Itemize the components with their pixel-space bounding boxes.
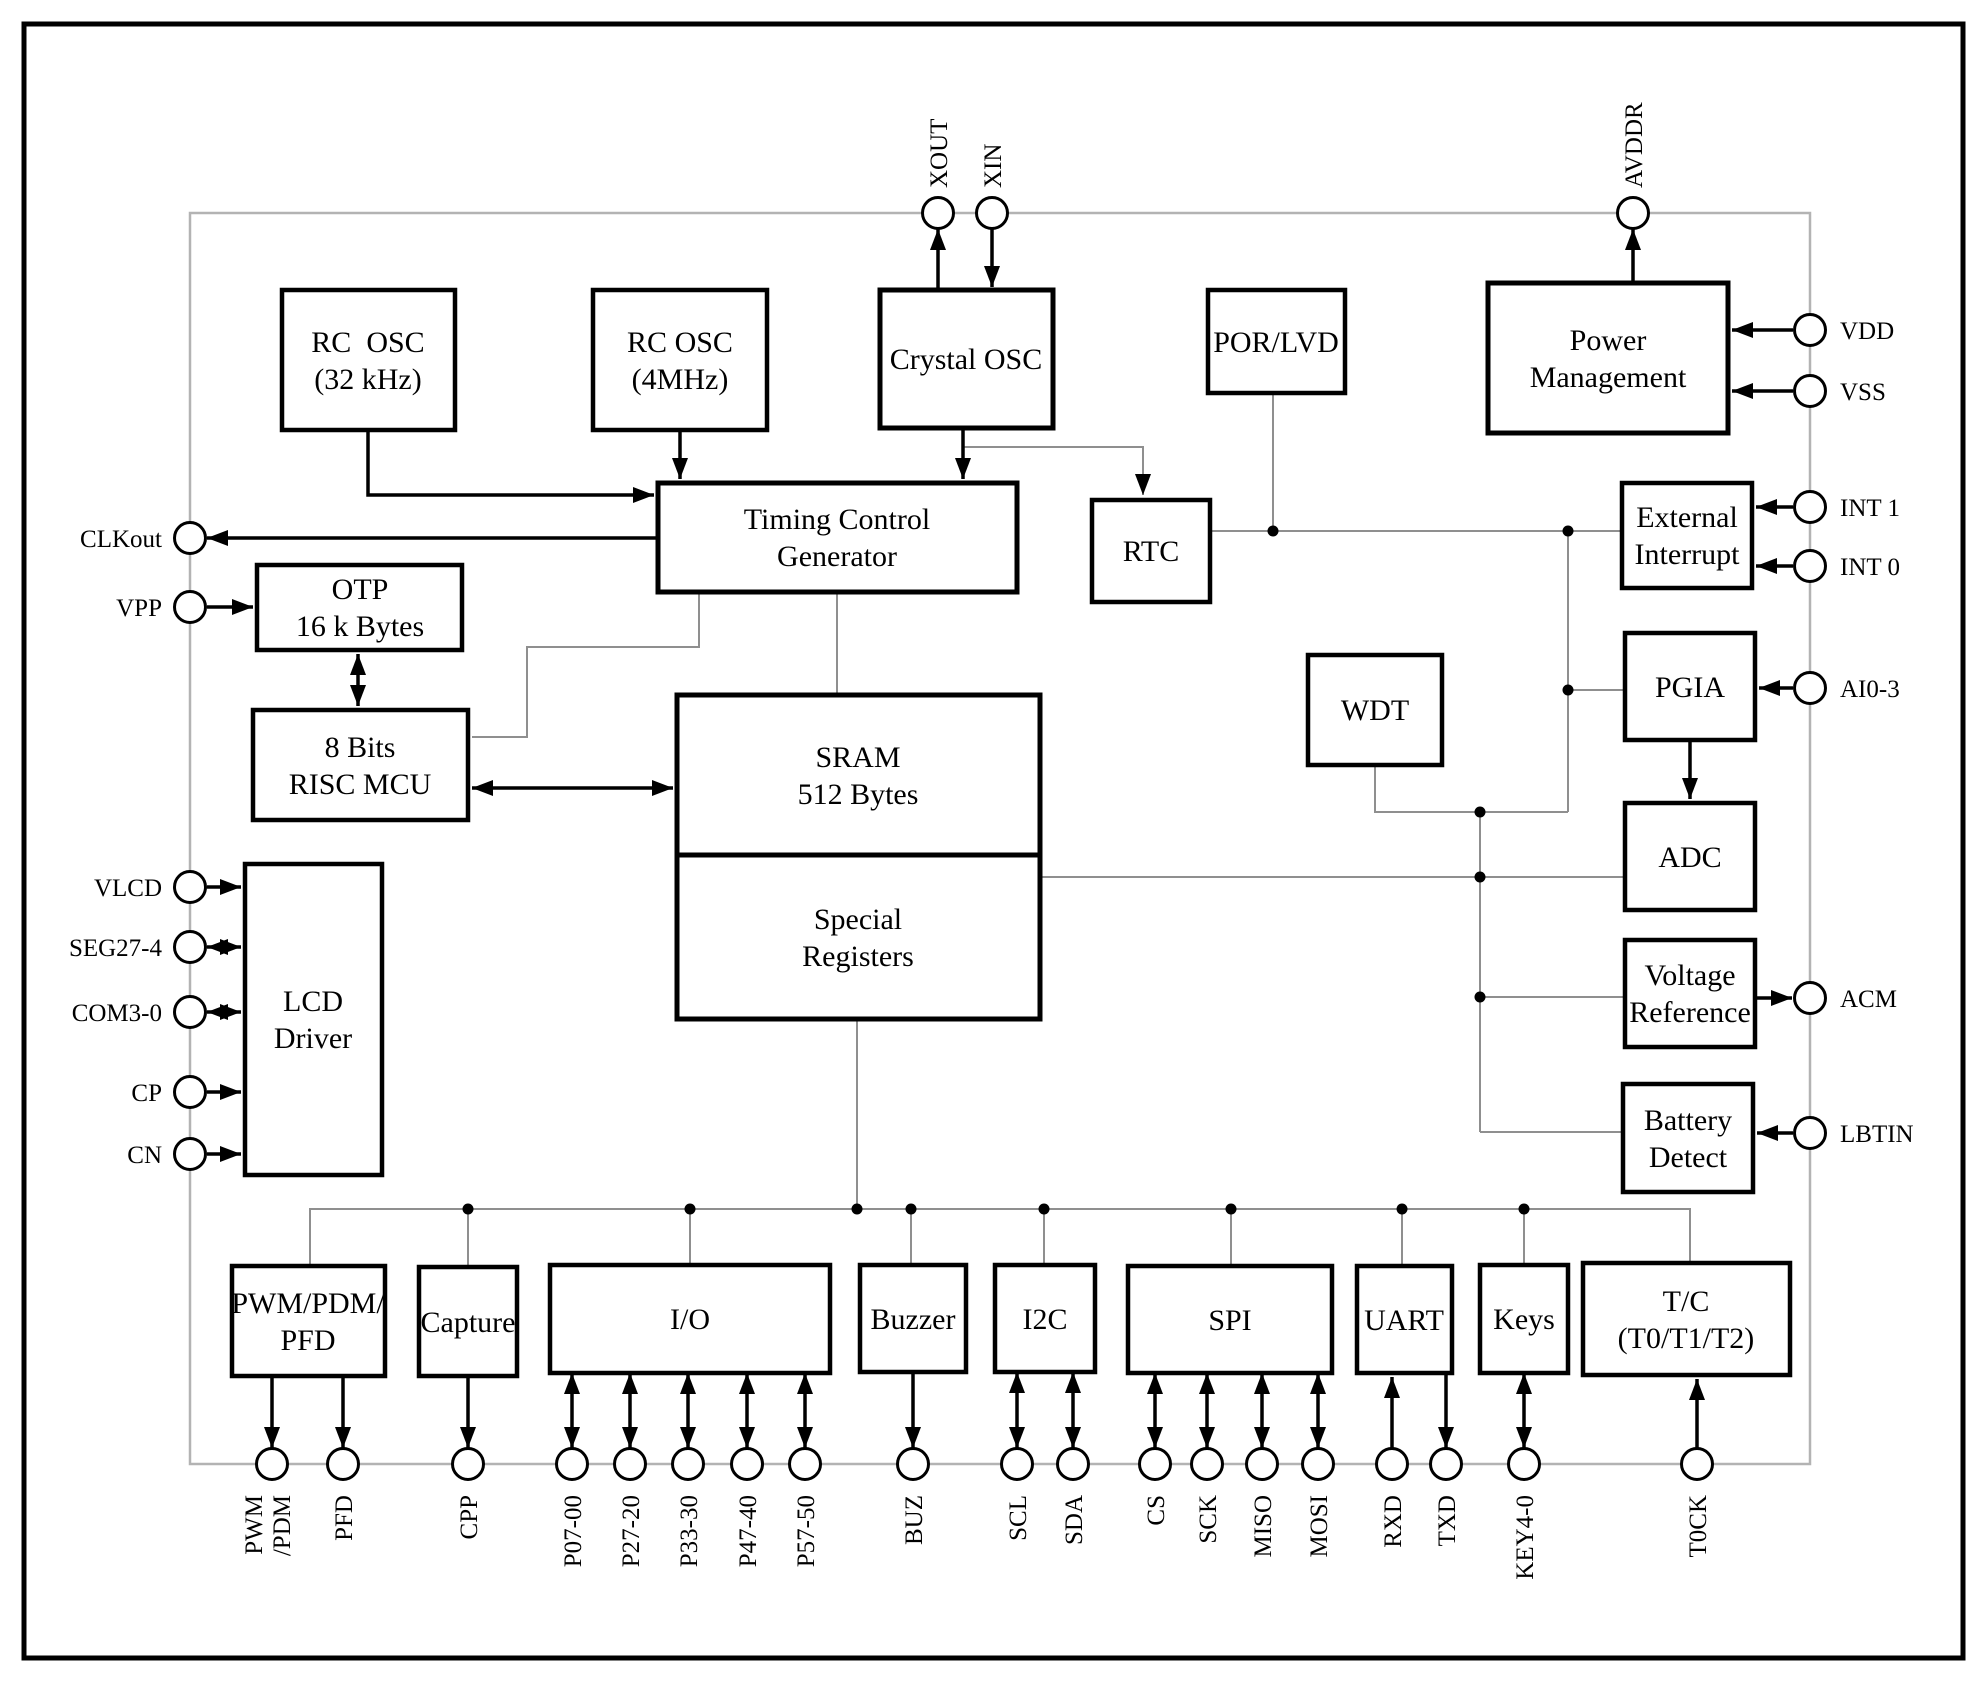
block-voltage-reference-label: Voltage [1644,959,1736,992]
block-battery-detect-label2: Detect [1648,1141,1728,1174]
pin-int1 [1795,492,1826,523]
pin-txd-label: TXD [1434,1495,1461,1547]
block-special-registers-label2: Registers [802,940,914,973]
block-power-management-label: Power [1569,324,1647,357]
pin-p07-00 [557,1449,588,1480]
pin-vss [1795,376,1826,407]
block-capture-label: Capture [420,1306,516,1339]
block-pwm-pdm-pfd [232,1266,385,1376]
pin-vpp [175,592,206,623]
block-otp-label: OTP [331,573,389,606]
pin-pfd [328,1449,359,1480]
junction-dot [906,1204,917,1215]
block-lcd-driver-label2: Driver [273,1022,353,1055]
junction-dot [1397,1204,1408,1215]
route-tcg-mcu [472,592,699,737]
pin-p57-50 [790,1449,821,1480]
pin-avddr-label: AVDDR [1621,102,1648,188]
junction-dot [463,1204,474,1215]
pin-sck [1192,1449,1223,1480]
block-otp-label2: 16 k Bytes [295,610,425,643]
pin-acm [1795,983,1826,1014]
block-i2c-label: I2C [1022,1303,1068,1336]
junction-dot [1475,872,1486,883]
block-risc-mcu-label: 8 Bits [324,731,396,764]
pin-int0-label: INT 0 [1840,554,1900,581]
pin-seg27-4 [175,932,206,963]
block-adc-label: ADC [1658,841,1722,874]
block-rc-osc-4m [593,290,767,430]
pin-cs-label: CS [1143,1495,1170,1526]
block-tc-timers-label: T/C [1662,1285,1710,1318]
pin-xout [923,198,954,229]
block-lcd-driver-label: LCD [283,985,343,1018]
pin-pdm-label: /PDM [269,1495,296,1557]
block-battery-detect-label: Battery [1643,1104,1733,1137]
junction-dot [1519,1204,1530,1215]
junction-dot [1563,526,1574,537]
block-rc-osc-32k [282,290,455,430]
block-io-label: I/O [670,1303,710,1336]
pin-cpp [453,1449,484,1480]
route-wdt [1375,765,1568,812]
pin-p47-40 [732,1449,763,1480]
pin-p07-00-label: P07-00 [560,1495,587,1568]
block-risc-mcu-label2: RISC MCU [288,768,432,801]
pin-clkout-label: CLKout [80,526,162,553]
pin-pwm-label: PWM [241,1495,268,1555]
block-timing-control-label2: Generator [777,540,897,573]
block-external-interrupt [1622,483,1752,588]
block-crystal-osc-label: Crystal OSC [889,343,1043,376]
block-spi-label: SPI [1208,1304,1252,1337]
pin-buz-label: BUZ [901,1495,928,1545]
block-special-registers [677,855,1040,1019]
block-pwm-pdm-pfd-label: PWM/PDM/ [231,1287,385,1320]
block-sram [677,695,1040,855]
pin-key4-0 [1509,1449,1540,1480]
pin-scl-label: SCL [1005,1495,1032,1541]
pin-com3-0-label: COM3-0 [71,1000,162,1027]
pin-lbtin-label: LBTIN [1840,1121,1914,1148]
pin-p47-40-label: P47-40 [735,1495,762,1568]
block-uart-label: UART [1364,1304,1444,1337]
block-power-management-label2: Management [1529,361,1687,394]
junction-dot [1039,1204,1050,1215]
pin-cp-label: CP [131,1080,162,1107]
block-sram-label: SRAM [815,741,901,774]
pin-vlcd-label: VLCD [93,875,162,902]
pin-p57-50-label: P57-50 [793,1495,820,1568]
pin-vss-label: VSS [1840,379,1886,406]
block-power-management [1488,283,1728,433]
pin-vlcd [175,872,206,903]
block-wdt-label: WDT [1340,694,1410,727]
pin-clkout [175,523,206,554]
pin-com3-0 [175,997,206,1028]
pin-sda [1058,1449,1089,1480]
pin-cn [175,1139,206,1170]
junction-dot [1563,685,1574,696]
arrow-rcosc32-to-tcg [368,430,654,495]
block-sram-label2: 512 Bytes [797,778,919,811]
block-special-registers-label: Special [813,903,903,936]
pin-xout-label: XOUT [926,118,953,188]
junction-dot [1226,1204,1237,1215]
pin-sda-label: SDA [1061,1495,1088,1546]
pin-p27-20-label: P27-20 [618,1495,645,1568]
junction-dot [1475,992,1486,1003]
block-risc-mcu [253,710,468,820]
block-timing-control-generator [658,483,1017,592]
block-external-interrupt-label: External [1636,501,1738,534]
pin-cpp-label: CPP [456,1495,483,1540]
block-por-lvd-label: POR/LVD [1213,326,1339,359]
pin-acm-label: ACM [1840,986,1897,1013]
pin-miso-label: MISO [1250,1495,1277,1558]
block-external-interrupt-label2: Interrupt [1634,538,1740,571]
block-rtc-label: RTC [1122,535,1180,568]
pin-p33-30 [673,1449,704,1480]
block-battery-detect [1623,1084,1753,1192]
block-keys-label: Keys [1493,1303,1555,1336]
pin-mosi [1303,1449,1334,1480]
pin-vpp-label: VPP [116,595,162,622]
pin-p33-30-label: P33-30 [676,1495,703,1568]
pin-ai0-3 [1795,673,1826,704]
block-rc-osc-32k-label: RC OSC [311,326,425,359]
pin-seg27-4-label: SEG27-4 [68,935,162,962]
block-tc-timers-label2: (T0/T1/T2) [1617,1322,1755,1355]
pin-pfd-label: PFD [331,1495,358,1541]
pin-cs [1140,1449,1171,1480]
pin-cp [175,1077,206,1108]
pin-lbtin [1795,1118,1826,1149]
block-tc-timers [1583,1263,1790,1375]
pin-t0ck-label: T0CK [1685,1495,1712,1558]
block-pgia-label: PGIA [1654,671,1726,704]
junction-dot [1475,807,1486,818]
pin-miso [1247,1449,1278,1480]
pin-scl [1002,1449,1033,1480]
pin-cn-label: CN [127,1142,162,1169]
pin-int1-label: INT 1 [1840,495,1900,522]
pin-rxd [1377,1449,1408,1480]
pin-mosi-label: MOSI [1306,1495,1333,1558]
junction-dot [685,1204,696,1215]
pin-rxd-label: RXD [1380,1495,1407,1548]
pin-ai0-3-label: AI0-3 [1840,676,1900,703]
block-voltage-reference-label2: Reference [1629,996,1751,1029]
pin-xin-label: XIN [980,143,1007,188]
block-voltage-reference [1625,940,1755,1047]
block-buzzer-label: Buzzer [870,1303,956,1336]
block-rc-osc-4m-label2: (4MHz) [631,363,729,396]
block-rc-osc-4m-label: RC OSC [627,326,733,359]
junction-dot [1268,526,1279,537]
block-timing-control-label: Timing Control [743,503,931,536]
pin-sck-label: SCK [1195,1495,1222,1544]
pin-avddr [1618,198,1649,229]
pin-p27-20 [615,1449,646,1480]
pin-buz [898,1449,929,1480]
pin-vdd [1795,315,1826,346]
pin-t0ck [1682,1449,1713,1480]
block-rc-osc-32k-label2: (32 kHz) [314,363,422,396]
pin-vdd-label: VDD [1840,318,1895,345]
route-bottom-bus [310,1209,1690,1266]
pin-int0 [1795,551,1826,582]
pin-xin [977,198,1008,229]
block-pwm-pdm-pfd-label2: PFD [280,1324,336,1357]
pin-key4-0-label: KEY4-0 [1512,1495,1539,1580]
pin-pwm-pdm [257,1449,288,1480]
block-lcd-driver [245,864,382,1175]
junction-dot [852,1204,863,1215]
pin-txd [1431,1449,1462,1480]
